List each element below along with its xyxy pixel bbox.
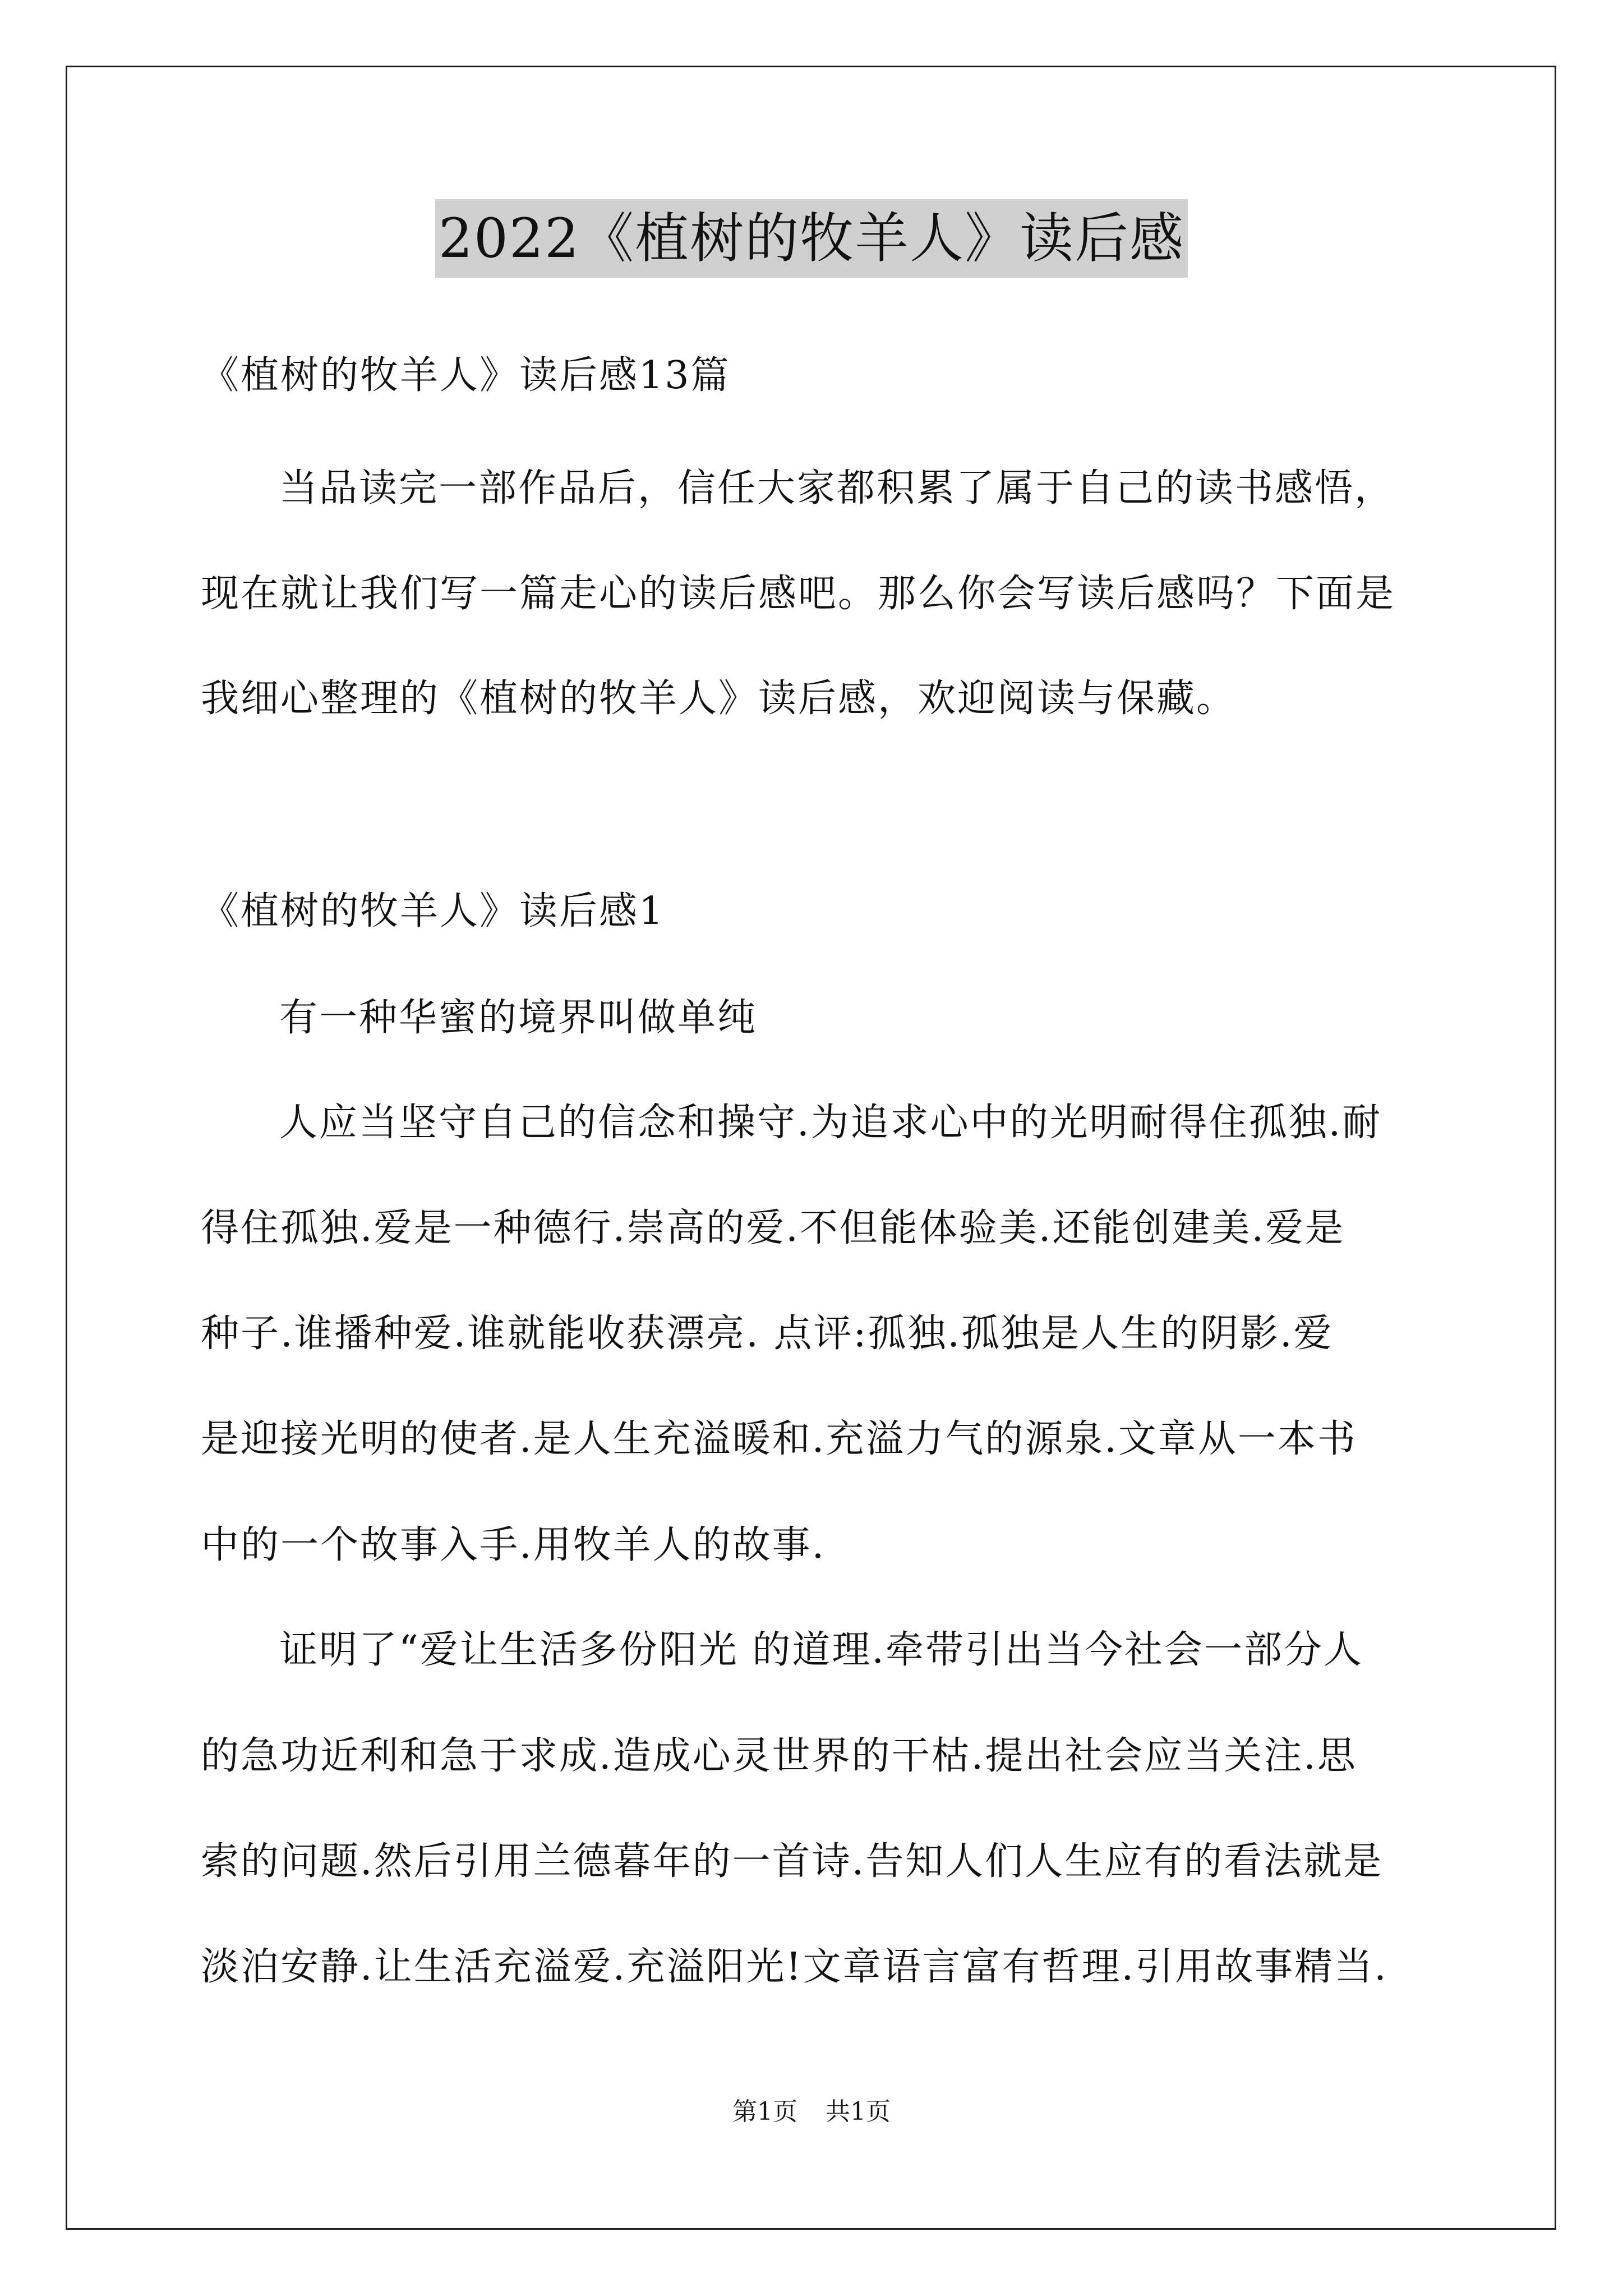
section-heading: 《植树的牧羊人》读后感1 — [201, 889, 665, 933]
title-container — [0, 199, 1623, 278]
intro-line: 当品读完一部作品后，信任大家都积累了属于自己的读书感悟， — [279, 466, 1395, 510]
paragraph-line: 索的问题.然后引用兰德暮年的一首诗.告知人们人生应有的看法就是 — [201, 1839, 1384, 1884]
intro-line: 我细心整理的《植树的牧羊人》读后感，欢迎阅读与保藏。 — [201, 677, 1237, 721]
document-title: 2022《植树的牧羊人》读后感 — [435, 199, 1188, 278]
paragraph-line: 中的一个故事入手.用牧羊人的故事. — [201, 1523, 826, 1567]
paragraph-line: 的急功近利和急于求成.造成心灵世界的干枯.提出社会应当关注.思 — [201, 1734, 1357, 1778]
paragraph-line: 证明了“爱让生活多份阳光 的道理.牵带引出当今社会一部分人 — [279, 1628, 1363, 1672]
page-footer — [0, 2095, 1623, 2129]
paragraph-line: 淡泊安静.让生活充溢爱.充溢阳光!文章语言富有哲理.引用故事精当. — [201, 1945, 1388, 1989]
page-total: 共1页 — [826, 2097, 891, 2126]
intro-line: 现在就让我们写一篇走心的读后感吧。那么你会写读后感吗？下面是 — [201, 572, 1396, 616]
paragraph-line: 是迎接光明的使者.是人生充溢暖和.充溢力气的源泉.文章从一本书 — [201, 1417, 1357, 1461]
page-number: 第1页 — [732, 2097, 797, 2126]
section-subtitle: 有一种华蜜的境界叫做单纯 — [279, 996, 758, 1040]
paragraph-line: 人应当坚守自己的信念和操守.为追求心中的光明耐得住孤独.耐 — [279, 1101, 1382, 1145]
paragraph-line: 种子.谁播种爱.谁就能收获漂亮. 点评:孤独.孤独是人生的阴影.爱 — [201, 1312, 1334, 1356]
paragraph-line: 得住孤独.爱是一种德行.崇高的爱.不但能体验美.还能创建美.爱是 — [201, 1206, 1345, 1250]
collection-heading: 《植树的牧羊人》读后感13篇 — [201, 353, 731, 398]
